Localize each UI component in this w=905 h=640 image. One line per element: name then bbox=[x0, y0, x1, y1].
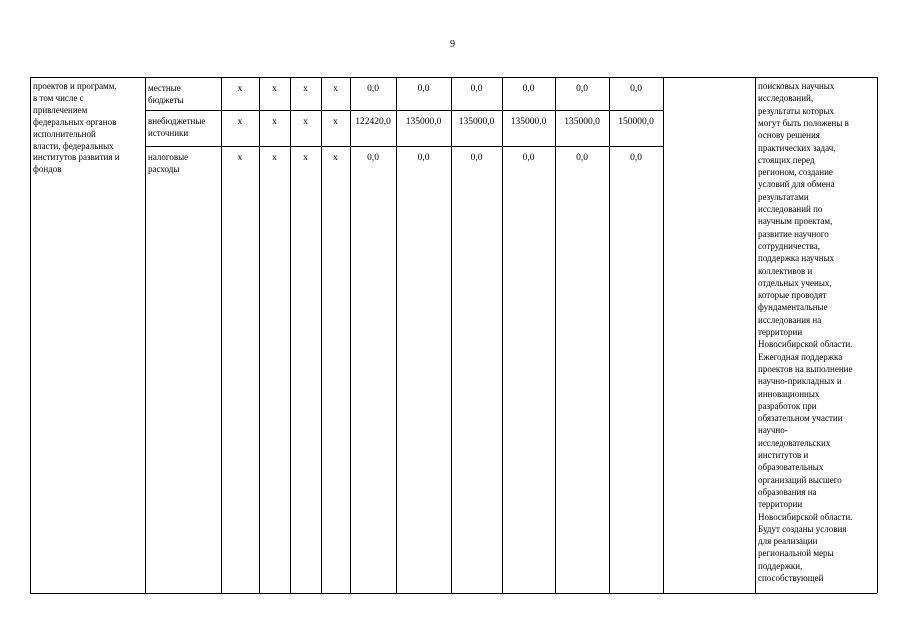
expected-result-line: поисковых научных bbox=[758, 81, 835, 91]
expected-result-line: поддержка научных bbox=[758, 253, 835, 264]
table-border-horizontal bbox=[30, 77, 877, 78]
expected-result-line: исследовательских bbox=[758, 437, 831, 448]
expected-result-line: образовательных bbox=[758, 462, 824, 473]
mark-cell: х bbox=[303, 153, 308, 163]
table-border-horizontal bbox=[30, 593, 877, 594]
amount-cell: 0,0 bbox=[576, 84, 588, 94]
program-description-line: федеральных органов bbox=[33, 116, 117, 127]
amount-cell: 122420,0 bbox=[355, 117, 391, 127]
expected-result-line: научно- bbox=[758, 425, 788, 436]
program-description-line: исполнительной bbox=[33, 128, 96, 139]
amount-cell: 0,0 bbox=[367, 84, 379, 94]
mark-cell: х bbox=[272, 84, 277, 94]
expected-result-line: для реализации bbox=[758, 536, 818, 547]
amount-cell: 135000,0 bbox=[405, 117, 442, 127]
mark-cell: х bbox=[272, 153, 277, 163]
mark-cell: х bbox=[237, 153, 243, 163]
expected-result-line: основу решения bbox=[758, 130, 820, 141]
mark-cell: х bbox=[303, 84, 308, 94]
mark-cell: х bbox=[237, 117, 243, 127]
amount-cell: 0,0 bbox=[630, 84, 642, 94]
amount-cell: 0,0 bbox=[367, 153, 379, 163]
expected-result-line: территории bbox=[758, 499, 803, 510]
expected-result-line: развитие научного bbox=[758, 228, 829, 239]
funding-source-label: внебюджетные bbox=[148, 116, 206, 126]
expected-result-line: региональной меры bbox=[758, 548, 834, 559]
expected-result-line: территории bbox=[758, 327, 803, 337]
mark-cell: х bbox=[272, 117, 277, 127]
expected-result-line: обязательном участии bbox=[758, 413, 843, 424]
amount-cell: 150000,0 bbox=[618, 117, 654, 127]
table-border-vertical bbox=[30, 77, 31, 593]
expected-result-line: результаты которых bbox=[758, 105, 835, 116]
expected-result-line: организаций высшего bbox=[758, 474, 842, 485]
expected-result-line: исследования на bbox=[758, 314, 822, 325]
funding-source-label: бюджеты bbox=[148, 94, 184, 105]
expected-result-line: способствующей bbox=[758, 573, 824, 583]
expected-result-line: сотрудничества, bbox=[758, 240, 820, 251]
program-description-line: в том числе с bbox=[33, 92, 84, 103]
row-separator bbox=[145, 146, 663, 147]
mark-cell: х bbox=[333, 84, 338, 94]
expected-result-line: Ежегодная поддержка bbox=[758, 351, 843, 362]
expected-result-line: институтов и bbox=[758, 450, 809, 460]
expected-result-line: Новосибирской области. bbox=[758, 511, 853, 522]
program-description-line: фондов bbox=[33, 164, 62, 175]
expected-result-line: которые проводят bbox=[758, 290, 827, 301]
mark-cell: х bbox=[303, 117, 308, 127]
table-border-vertical bbox=[755, 77, 756, 593]
amount-cell: 135000,0 bbox=[564, 117, 600, 127]
funding-source-label: расходы bbox=[148, 163, 180, 174]
table-border-vertical bbox=[145, 77, 146, 593]
expected-result-line: исследований, bbox=[758, 93, 814, 104]
expected-result-line: регионом, создание bbox=[758, 167, 833, 178]
expected-result-line: образования на bbox=[758, 486, 817, 497]
funding-source-label: местные bbox=[148, 83, 181, 93]
funding-source-label: налоговые bbox=[148, 152, 189, 162]
expected-result-line: отдельных ученых, bbox=[758, 277, 832, 288]
expected-result-line: стоящих перед bbox=[758, 154, 815, 165]
row-separator bbox=[145, 110, 663, 111]
page-number: 9 bbox=[450, 39, 455, 50]
program-description-line: проектов и программ, bbox=[33, 81, 117, 91]
expected-result-line: научным проектам, bbox=[758, 216, 833, 227]
amount-cell: 0,0 bbox=[417, 84, 430, 94]
amount-cell: 0,0 bbox=[470, 84, 483, 94]
mark-cell: х bbox=[333, 117, 338, 127]
mark-cell: х bbox=[237, 84, 243, 94]
program-description-line: институтов развития и bbox=[33, 152, 120, 163]
expected-result-line: фундаментальные bbox=[758, 302, 828, 313]
expected-result-line: Новосибирской области. bbox=[758, 339, 853, 350]
expected-result-line: результатами bbox=[758, 191, 809, 202]
expected-result-line: коллективов и bbox=[758, 265, 813, 276]
expected-result-line: практических задач, bbox=[758, 142, 836, 153]
funding-source-label: источники bbox=[148, 127, 189, 138]
amount-cell: 0,0 bbox=[470, 153, 483, 163]
amount-cell: 135000,0 bbox=[458, 117, 495, 127]
amount-cell: 0,0 bbox=[522, 84, 535, 94]
expected-result-line: условий для обмена bbox=[758, 179, 835, 190]
expected-result-line: Будут созданы условия bbox=[758, 523, 847, 534]
table-border-vertical bbox=[663, 77, 664, 593]
amount-cell: 0,0 bbox=[630, 153, 642, 163]
expected-result-line: исследований по bbox=[758, 204, 823, 214]
mark-cell: х bbox=[333, 153, 338, 163]
amount-cell: 135000,0 bbox=[510, 117, 547, 127]
table-border-vertical bbox=[877, 77, 878, 593]
expected-result-line: могут быть положены в bbox=[758, 117, 849, 128]
amount-cell: 0,0 bbox=[522, 153, 535, 163]
expected-result-line: научно-прикладных и bbox=[758, 376, 842, 387]
program-description-line: привлечением bbox=[33, 104, 88, 115]
amount-cell: 0,0 bbox=[576, 153, 588, 163]
expected-result-line: проектов на выполнение bbox=[758, 363, 853, 374]
program-description-line: власти, федеральных bbox=[33, 140, 114, 151]
expected-result-line: разработок при bbox=[758, 400, 817, 411]
amount-cell: 0,0 bbox=[417, 153, 430, 163]
expected-result-line: инновационных bbox=[758, 388, 820, 399]
expected-result-line: поддержки, bbox=[758, 560, 803, 571]
